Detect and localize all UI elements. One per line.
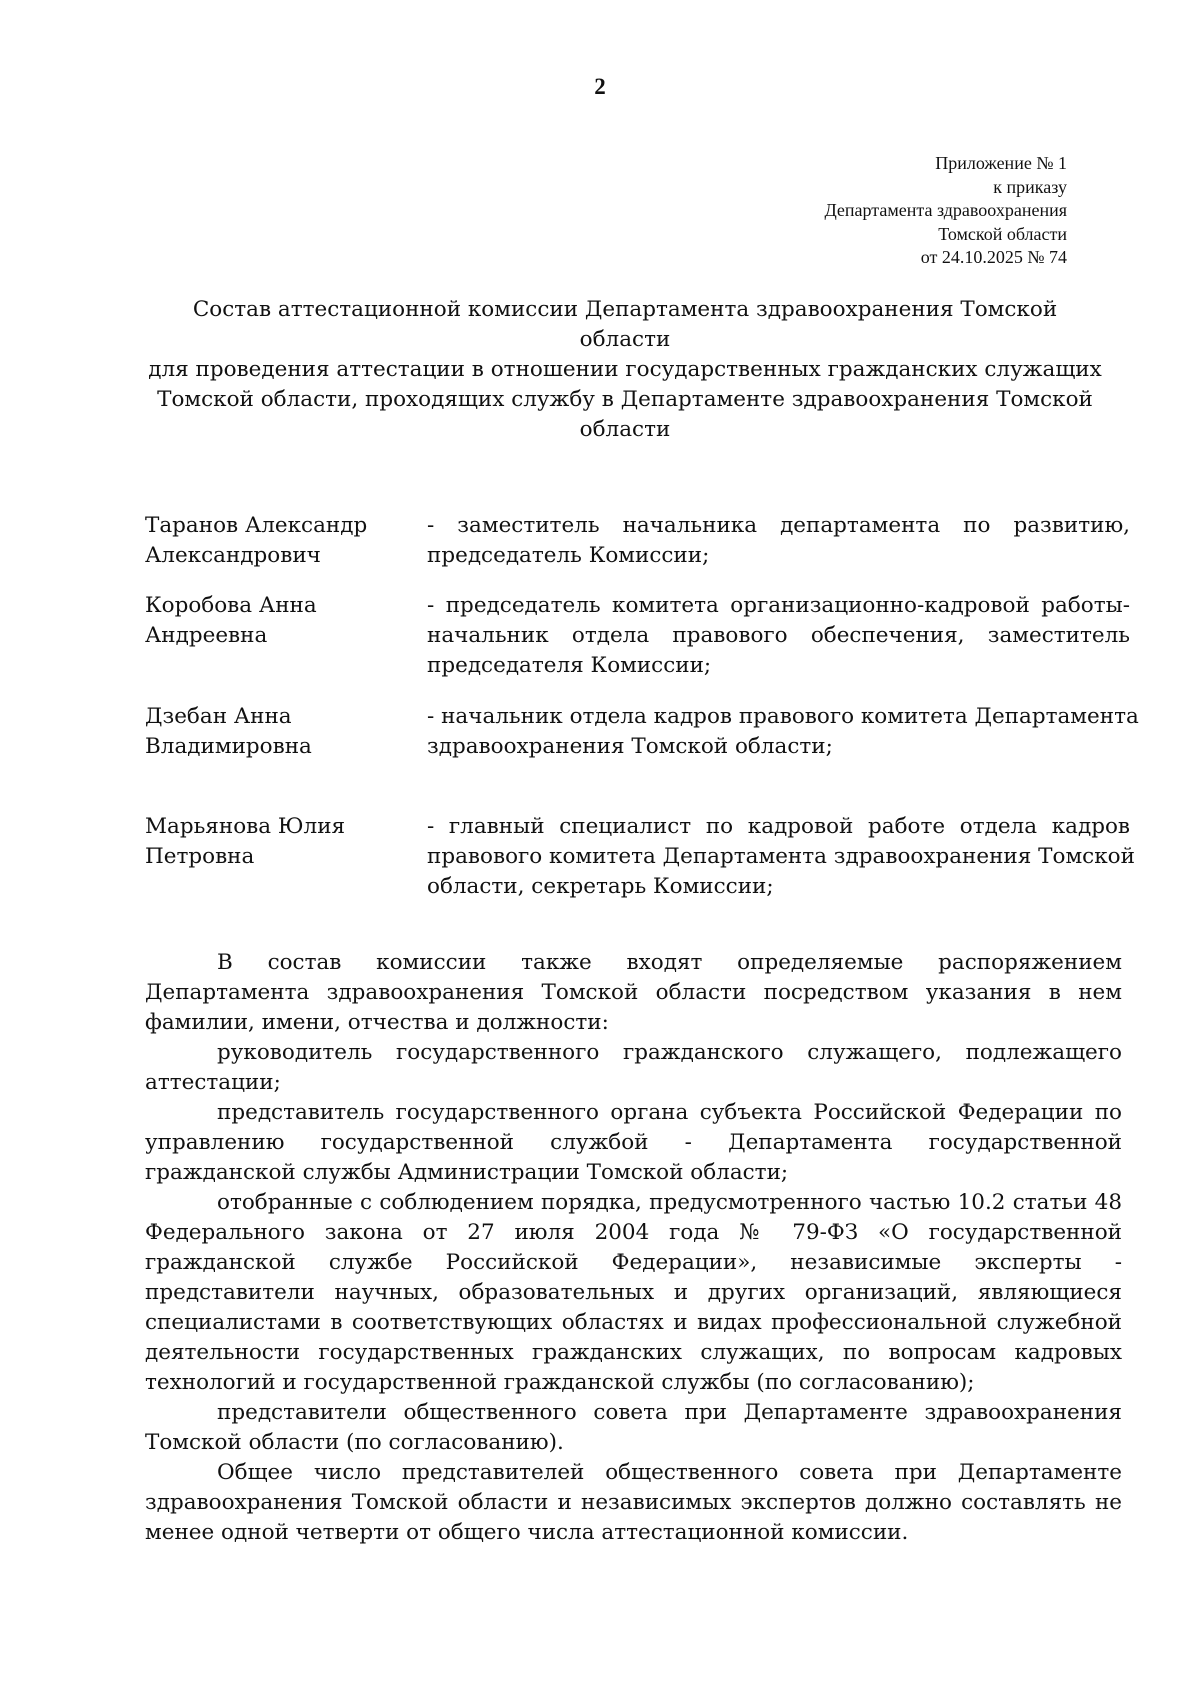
appendix-line: к приказу bbox=[993, 176, 1067, 197]
paragraph: отобранные с соблюдением порядка, предусмотренного частью 10.2 статьи 48 Федерального закона от 27 июля 2004 года № 79-ФЗ «О государственной гражданской службе Российской Федерации», независимые эксперты - представители научных, образовательных и других организаций, являющиеся специалистами в соответствующих областях и видах профессиональной служебной деятельности государственных гражданских служащих, по вопросам кадровых технологий и государственной гражданской службы (по согласованию); bbox=[145, 1190, 1122, 1395]
appendix-line: Департамента здравоохранения bbox=[824, 200, 1067, 220]
member-role: - заместитель начальника департамента по развитию, председатель Комиссии; bbox=[427, 513, 1130, 568]
member-role: - начальник отдела кадров правового комитета Департамента здравоохранения Томской области; bbox=[427, 704, 1139, 759]
title-line: области bbox=[579, 417, 671, 442]
member-role: - председатель комитета организационно-кадровой работы- начальник отдела правового обеспечения, заместитель председателя Комиссии; bbox=[427, 593, 1130, 678]
paragraph: представители общественного совета при Департаменте здравоохранения Томской области (по согласованию). bbox=[145, 1400, 1122, 1455]
title-line: Состав аттестационной комиссии Департамента здравоохранения Томской области bbox=[192, 297, 1058, 352]
appendix-line: от 24.10.2025 № 74 bbox=[920, 247, 1067, 267]
member-role: - главный специалист по кадровой работе отдела кадров правового комитета Департамента здравоохранения Томской области, секретарь Комиссии; bbox=[427, 814, 1135, 899]
paragraph: руководитель государственного гражданского служащего, подлежащего аттестации; bbox=[145, 1040, 1122, 1095]
member-name: Дзебан Анна Владимировна bbox=[145, 704, 312, 759]
page-number: 2 bbox=[594, 74, 606, 99]
document-title bbox=[145, 295, 1105, 445]
title-line: для проведения аттестации в отношении государственных гражданских служащих bbox=[148, 357, 1102, 382]
paragraph: В состав комиссии также входят определяемые распоряжением Департамента здравоохранения Томской области посредством указания в нем фамилии, имени, отчества и должности: bbox=[145, 950, 1122, 1035]
member-name: Коробова Анна Андреевна bbox=[145, 593, 317, 648]
title-line: Томской области, проходящих службу в Департаменте здравоохранения Томской bbox=[157, 387, 1093, 412]
appendix-line: Приложение № 1 bbox=[935, 153, 1067, 173]
member-name: Марьянова Юлия Петровна bbox=[145, 814, 346, 869]
document-body bbox=[145, 948, 1122, 1548]
appendix-line: Томской области bbox=[938, 223, 1067, 244]
member-name: Таранов Александр Александрович bbox=[145, 513, 368, 568]
paragraph: представитель государственного органа субъекта Российской Федерации по управлению государственной службой - Департамента государственной гражданской службы Администрации Томской области; bbox=[145, 1100, 1122, 1185]
paragraph: Общее число представителей общественного совета при Департаменте здравоохранения Томской области и независимых экспертов должно составлять не менее одной четверти от общего числа аттестационной комиссии. bbox=[145, 1460, 1122, 1545]
appendix-header bbox=[824, 152, 1067, 270]
